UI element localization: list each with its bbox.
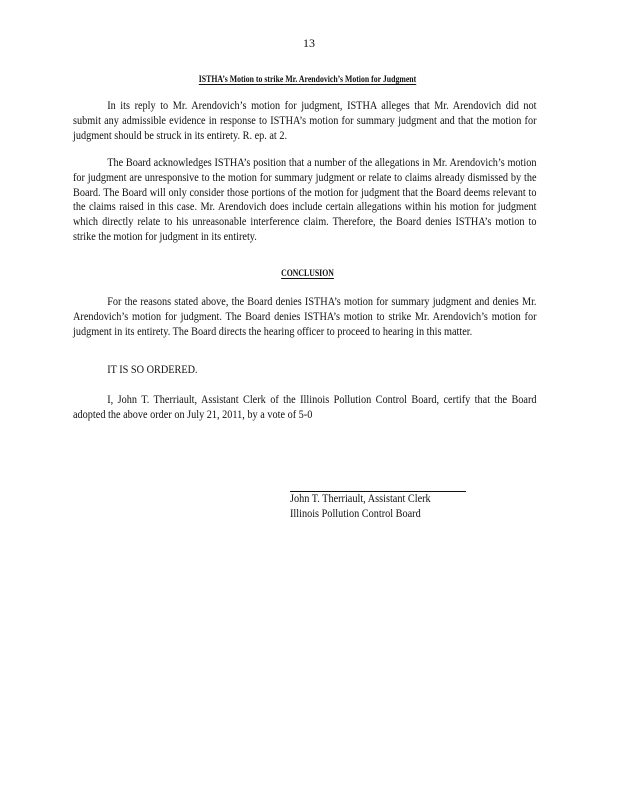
conclusion-paragraph: For the reasons stated above, the Board denies ISTHA’s motion for summary judgment and denies Mr. Arendovich’s motion for judgment. The Board denies ISTHA’s motion to strike Mr. Arendovich’s motion for judgment in its entirety. The Board directs the hearing officer to proceed to hearing in this matter.: [73, 296, 537, 338]
paragraph-2: The Board acknowledges ISTHA’s position that a number of the allegations in Mr. Arendovich’s motion for judgment are unresponsive to the motion for summary judgment or relate to claims already dismissed by the Board. The Board will only consider those portions of the motion for judgment that the Board deems relevant to the claims raised in this case. Mr. Arendovich does include certain allegations within his motion for judgment which directly relate to his unreasonable interference claim. Therefore, the Board denies ISTHA’s motion to strike the motion for judgment in its entirety.: [73, 157, 537, 243]
paragraph-1: In its reply to Mr. Arendovich’s motion for judgment, ISTHA alleges that Mr. Arendovich did not submit any admissible evidence in response to ISTHA’s motion for summary judgment and that the motion for judgment should be struck in its entirety. R. ep. at 2.: [73, 100, 537, 142]
order-statement: IT IS SO ORDERED.: [107, 364, 198, 376]
section-heading: [113, 75, 503, 85]
conclusion-heading: [113, 269, 503, 279]
section-heading-text: ISTHA’s Motion to strike Mr. Arendovich’s Motion for Judgment: [198, 75, 417, 85]
conclusion-heading-text: CONCLUSION: [281, 269, 334, 279]
signature-organization: Illinois Pollution Control Board: [290, 508, 421, 520]
page-number: 13: [303, 36, 315, 50]
certification-paragraph: I, John T. Therriault, Assistant Clerk of the Illinois Pollution Control Board, certify that the Board adopted the above order on July 21, 2011, by a vote of 5-0: [73, 394, 537, 421]
signature-name: John T. Therriault, Assistant Clerk: [290, 493, 431, 505]
